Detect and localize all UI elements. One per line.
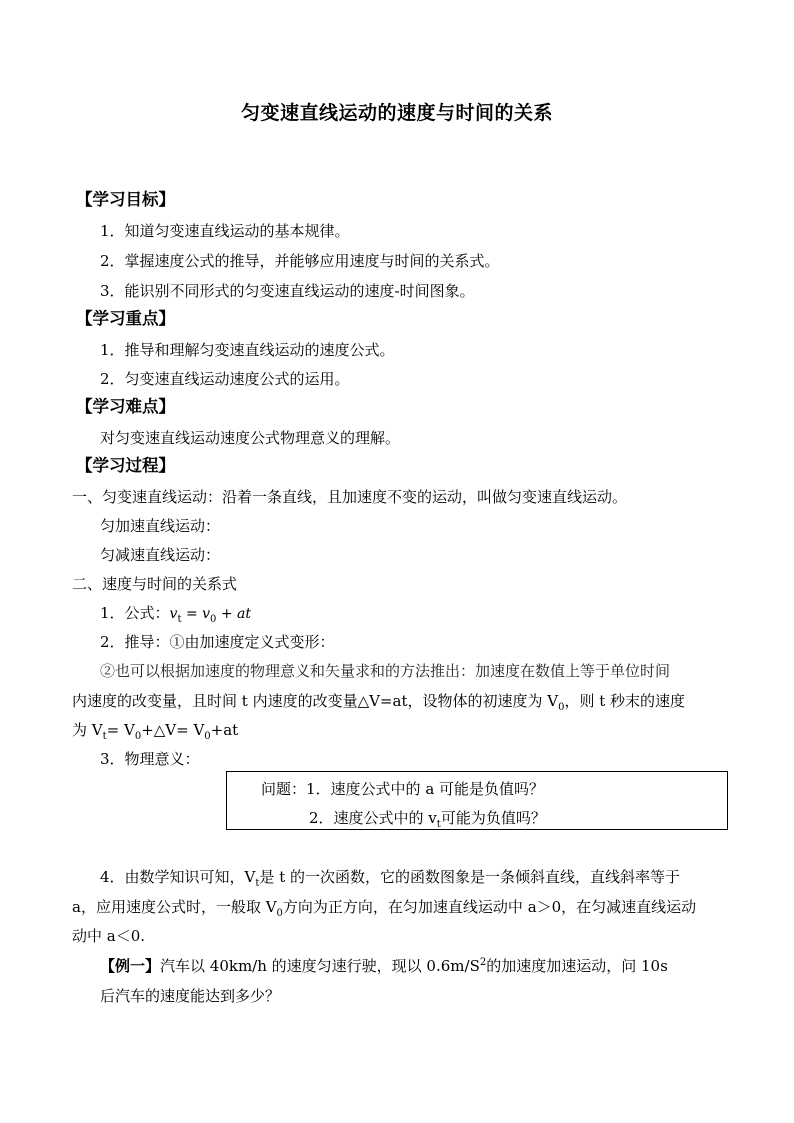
box-question-2: 2．速度公式中的 $v_t$可能为负值吗？ xyxy=(309,809,546,830)
goal-item: 2．掌握速度公式的推导，并能够应用速度与时间的关系式。 xyxy=(100,252,500,270)
formula-line xyxy=(100,603,251,624)
goal-item: 3．能识别不同形式的匀变速直线运动的速度-时间图象。 xyxy=(100,282,475,300)
question-box xyxy=(226,771,728,830)
meaning-label: 3．物理意义： xyxy=(100,750,200,768)
point4-line3: 动中 a＜0. xyxy=(72,927,146,945)
derive-step2-line3: 为 $V_t=$ $V_0+\triangle V= V_0+at$ xyxy=(72,721,239,742)
example-label: 【例一】 xyxy=(100,957,161,975)
derive-step2-line2: 内速度的改变量，且时间 t 内速度的改变量△V=at，设物体的初速度为 $V_0$，则 t 秒末的速度 xyxy=(72,692,686,713)
derive-step1: 2．推导：①由加速度定义式变形： xyxy=(100,633,335,651)
point4-line1: 4．由数学知识可知，$V_t$是 t 的一次函数，它的函数图象是一条倾斜直线，直线斜率等于 xyxy=(100,868,680,889)
difficulty-heading: 【学习难点】 xyxy=(76,397,175,416)
accel-label: 匀加速直线运动： xyxy=(100,517,221,535)
decel-label: 匀减速直线运动： xyxy=(100,546,221,564)
key-point-item: 2．匀变速直线运动速度公式的运用。 xyxy=(100,370,350,388)
process-heading: 【学习过程】 xyxy=(76,456,175,475)
example-line2: 后汽车的速度能达到多少？ xyxy=(100,987,281,1005)
derive-step2-line1: ②也可以根据加速度的物理意义和矢量求和的方法推出：加速度在数值上等于单位时间 xyxy=(100,662,671,680)
difficulty-text: 对匀变速直线运动速度公式物理意义的理解。 xyxy=(100,429,401,447)
key-points-heading: 【学习重点】 xyxy=(76,309,175,328)
part2-heading: 二、速度与时间的关系式 xyxy=(72,575,238,593)
box-question-1: 问题：1．速度公式中的 a 可能是负值吗？ xyxy=(261,780,545,798)
example-line1: 【例一】汽车以 40km/h 的速度匀速行驶，现以 $0.6m/S^2$的加速度加速运动，问 10s xyxy=(100,957,668,975)
key-point-item: 1．推导和理解匀变速直线运动的速度公式。 xyxy=(100,341,395,359)
point4-line2: a，应用速度公式时，一般取 $V_0$方向为正方向，在匀加速直线运动中 a＞0，在匀减速直线运动 xyxy=(72,898,697,919)
document-title: 匀变速直线运动的速度与时间的关系 xyxy=(240,102,553,124)
part1-definition: 一、匀变速直线运动：沿着一条直线，且加速度不变的运动，叫做匀变速直线运动。 xyxy=(72,488,628,506)
goal-item: 1．知道匀变速直线运动的基本规律。 xyxy=(100,222,350,240)
goals-heading: 【学习目标】 xyxy=(76,190,175,209)
velocity-formula: $v_t = v_0$ + at xyxy=(169,606,252,625)
formula-label: 1．公式： xyxy=(100,604,170,622)
